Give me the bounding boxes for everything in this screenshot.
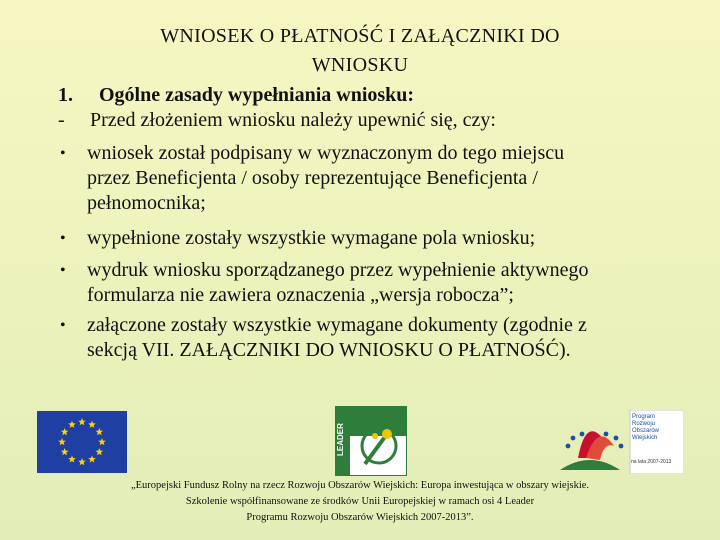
prow-years: na lata 2007-2013 (631, 459, 672, 465)
leader-logo (335, 406, 407, 476)
dash-marker: - (58, 109, 65, 131)
slide-title (60, 22, 660, 80)
eu-star (98, 438, 106, 445)
prow-line-1: Program (632, 414, 656, 420)
leader-text: LEADER (336, 423, 345, 457)
intro-line (58, 108, 658, 141)
bullet-marker: • (60, 317, 66, 334)
list-item (58, 141, 658, 226)
section-heading (58, 83, 658, 108)
bullet-1-line-1: wniosek został podpisany w wyznaczonym do tego miejscu (87, 142, 565, 164)
prow-line-4: Wiejskich (632, 435, 658, 441)
bullet-marker: • (60, 230, 66, 247)
eu-star (96, 428, 104, 435)
eu-star (68, 455, 76, 462)
bullet-marker: • (60, 145, 66, 162)
list-item (58, 226, 658, 258)
prow-line-2: Rozwoju (632, 421, 656, 427)
eu-stars-icon (37, 411, 127, 473)
footer-line-2: Szkolenie współfinansowane ze środków Unii Europejskiej w ramach osi 4 Leader (185, 496, 535, 507)
footer-line-3: Programu Rozwoju Obszarów Wiejskich 2007-2013”. (246, 512, 474, 523)
bullet-1-line-2: przez Beneficjenta / osoby reprezentujące Beneficjenta / (87, 167, 538, 189)
list-item (58, 313, 658, 368)
eu-star (78, 458, 86, 465)
prow-logo (560, 410, 684, 474)
bullet-marker: • (60, 262, 66, 279)
footer-line-1: „Europejski Fundusz Rolny na rzecz Rozwoju Obszarów Wiejskich: Europa inwestująca w obszary wiejskie. (130, 480, 590, 491)
section-number: 1. (58, 84, 73, 106)
eu-flag-logo (37, 411, 127, 473)
logo-strip (0, 404, 720, 476)
bullet-1-line-3: pełnomocnika; (87, 192, 206, 214)
section-heading-text: Ogólne zasady wypełniania wniosku: (99, 84, 415, 106)
bullet-3-line-1: wydruk wniosku sporządzanego przez wypełnienie aktywnego (87, 259, 589, 281)
eu-star (78, 418, 86, 425)
list-item (58, 258, 658, 313)
eu-star (88, 421, 96, 428)
eu-star (88, 455, 96, 462)
bullet-2-line-1: wypełnione zostały wszystkie wymagane pola wniosku; (87, 227, 536, 249)
eu-star (61, 448, 69, 455)
bullet-4-line-2: sekcją VII. ZAŁĄCZNIKI DO WNIOSKU O PŁATNOŚĆ). (87, 339, 571, 361)
bullet-3-line-2: formularza nie zawiera oznaczenia „wersja robocza”; (87, 284, 514, 306)
footer-note (60, 478, 660, 526)
bullet-4-line-1: załączone zostały wszystkie wymagane dokumenty (zgodnie z (87, 314, 587, 336)
title-line-1: WNIOSEK O PŁATNOŚĆ I ZAŁĄCZNIKI DO (160, 25, 560, 47)
prow-line-3: Obszarów (632, 428, 660, 434)
content-list (58, 83, 658, 368)
intro-text: Przed złożeniem wniosku należy upewnić się, czy: (90, 109, 496, 131)
eu-star (96, 448, 104, 455)
eu-star (58, 438, 66, 445)
title-line-2: WNIOSKU (311, 54, 409, 76)
eu-star (68, 421, 76, 428)
eu-star (61, 428, 69, 435)
